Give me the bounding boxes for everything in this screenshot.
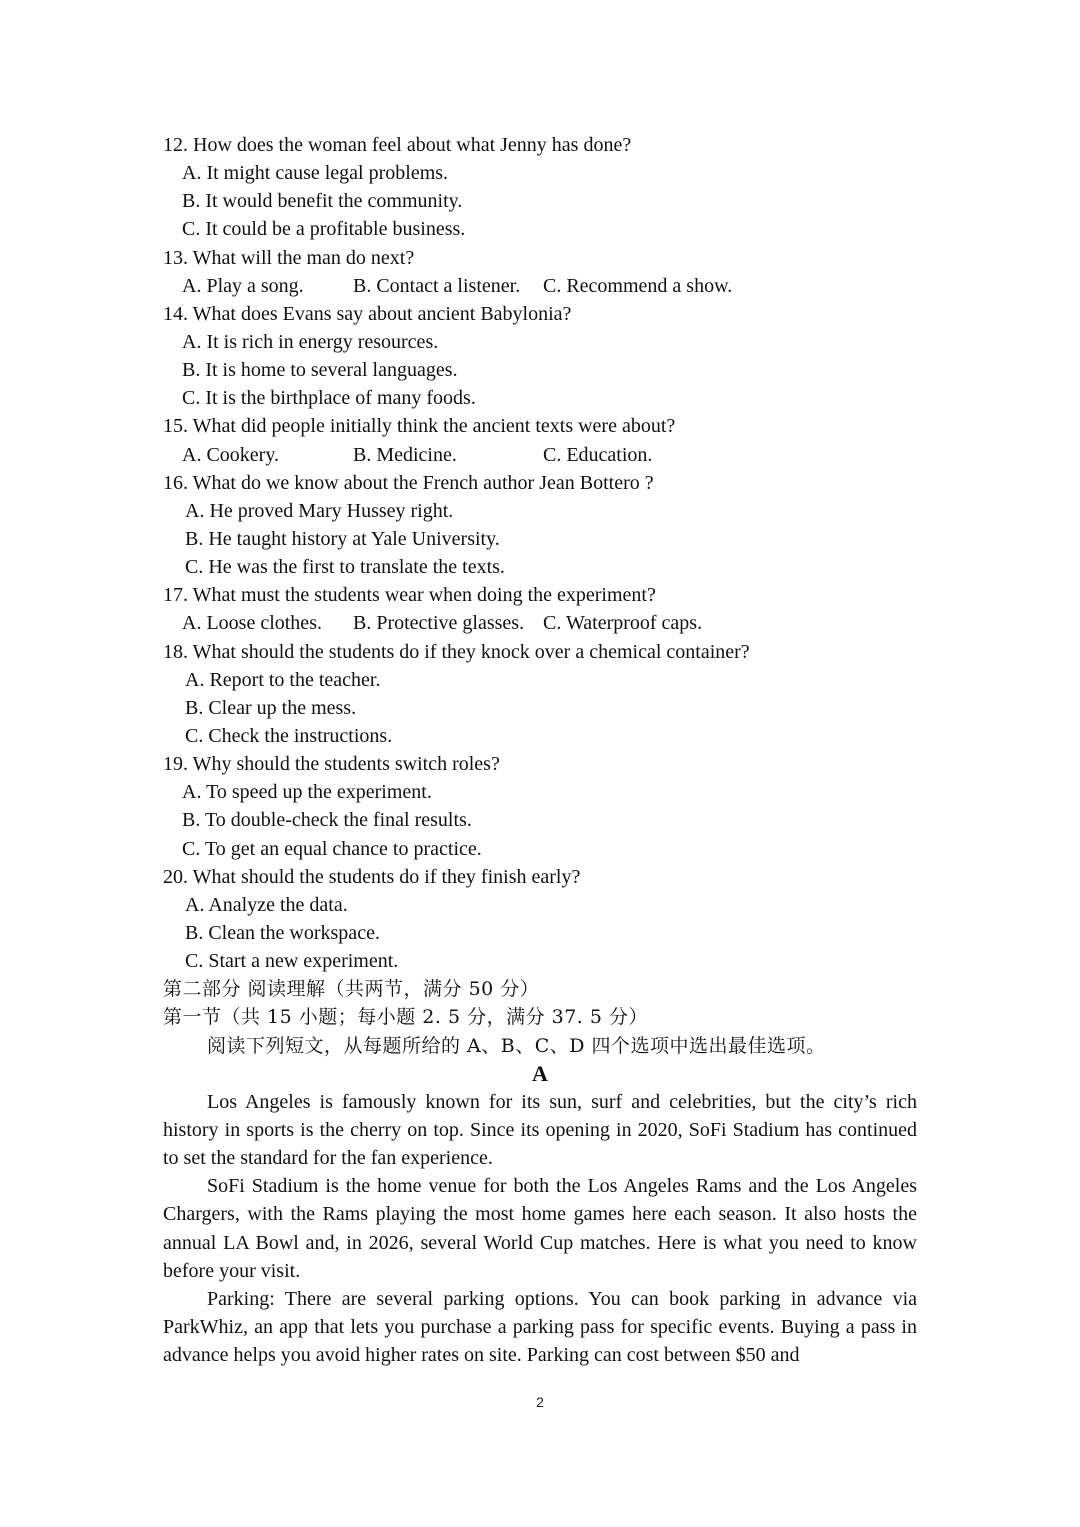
page-number: 2 bbox=[536, 1394, 544, 1410]
q13-option-c: C. Recommend a show. bbox=[543, 274, 733, 297]
passage-paragraph: Parking: There are several parking options. You can book parking in advance via ParkWhiz, an app that lets you purchase a parking pass for specific events. Buying a pass in advance helps you avoid higher rates on site. Parking can cost between $50 and bbox=[163, 1287, 917, 1367]
q20-option-a: A. Analyze the data. bbox=[185, 893, 348, 916]
q19-option-a: A. To speed up the experiment. bbox=[182, 781, 432, 804]
q15-option-a: A. Cookery. bbox=[182, 443, 280, 466]
q16-option-c: C. He was the first to translate the texts. bbox=[185, 556, 505, 579]
section-instruction: 阅读下列短文，从每题所给的 A、B、C、D 四个选项中选出最佳选项。 bbox=[207, 1034, 826, 1057]
q17-option-a: A. Loose clothes. bbox=[182, 612, 322, 635]
q18-option-b: B. Clear up the mess. bbox=[185, 696, 357, 719]
passage-paragraph: Los Angeles is famously known for its sun, surf and celebrities, but the city’s rich history in sports is the cherry on top. Since its opening in 2020, SoFi Stadium has continued to set the standard for the fan experience. bbox=[163, 1090, 917, 1170]
q12-option-b: B. It would benefit the community. bbox=[182, 190, 463, 213]
q13-options bbox=[163, 272, 917, 300]
q17-options bbox=[163, 609, 917, 637]
passage-paragraph: SoFi Stadium is the home venue for both the Los Angeles Rams and the Los Angeles Chargers, with the Rams playing the most home games here each season. It also hosts the annual LA Bowl and, in 2026, several World Cup matches. Here is what you need to know before your visit. bbox=[163, 1175, 917, 1282]
question-19: 19. Why should the students switch roles? bbox=[163, 753, 500, 776]
q13-option-a: A. Play a song. bbox=[182, 274, 304, 297]
question-14: 14. What does Evans say about ancient Babylonia? bbox=[163, 302, 572, 325]
q15-options bbox=[163, 441, 917, 469]
q14-option-b: B. It is home to several languages. bbox=[182, 359, 458, 382]
q17-option-c: C. Waterproof caps. bbox=[543, 612, 703, 635]
q19-option-b: B. To double-check the final results. bbox=[182, 809, 472, 832]
question-13: 13. What will the man do next? bbox=[163, 246, 415, 269]
passage-body bbox=[163, 1088, 917, 1370]
q15-option-b: B. Medicine. bbox=[353, 443, 457, 466]
q14-option-c: C. It is the birthplace of many foods. bbox=[182, 387, 476, 410]
question-18: 18. What should the students do if they knock over a chemical container? bbox=[163, 640, 750, 663]
q14-option-a: A. It is rich in energy resources. bbox=[182, 330, 439, 353]
passage-label: A bbox=[532, 1060, 548, 1086]
question-16: 16. What do we know about the French author Jean Bottero ? bbox=[163, 471, 654, 494]
q18-option-c: C. Check the instructions. bbox=[185, 724, 393, 747]
q19-option-c: C. To get an equal chance to practice. bbox=[182, 837, 482, 860]
question-15: 15. What did people initially think the ancient texts were about? bbox=[163, 415, 676, 438]
question-20: 20. What should the students do if they finish early? bbox=[163, 865, 581, 888]
q12-option-c: C. It could be a profitable business. bbox=[182, 218, 466, 241]
q20-option-c: C. Start a new experiment. bbox=[185, 950, 399, 973]
part-title: 第二部分 阅读理解（共两节，满分 50 分） bbox=[163, 978, 540, 1001]
q16-option-a: A. He proved Mary Hussey right. bbox=[185, 499, 454, 522]
question-12: 12. How does the woman feel about what Jenny has done? bbox=[163, 134, 632, 156]
section-subtitle: 第一节（共 15 小题；每小题 2. 5 分，满分 37. 5 分） bbox=[163, 1006, 649, 1029]
q13-option-b: B. Contact a listener. bbox=[353, 274, 521, 297]
q16-option-b: B. He taught history at Yale University. bbox=[185, 527, 500, 550]
q18-option-a: A. Report to the teacher. bbox=[185, 668, 381, 691]
q15-option-c: C. Education. bbox=[543, 443, 653, 466]
q17-option-b: B. Protective glasses. bbox=[353, 612, 525, 635]
question-17: 17. What must the students wear when doing the experiment? bbox=[163, 584, 656, 607]
q20-option-b: B. Clean the workspace. bbox=[185, 921, 380, 944]
page-content bbox=[163, 131, 917, 1369]
q12-option-a: A. It might cause legal problems. bbox=[182, 162, 449, 185]
